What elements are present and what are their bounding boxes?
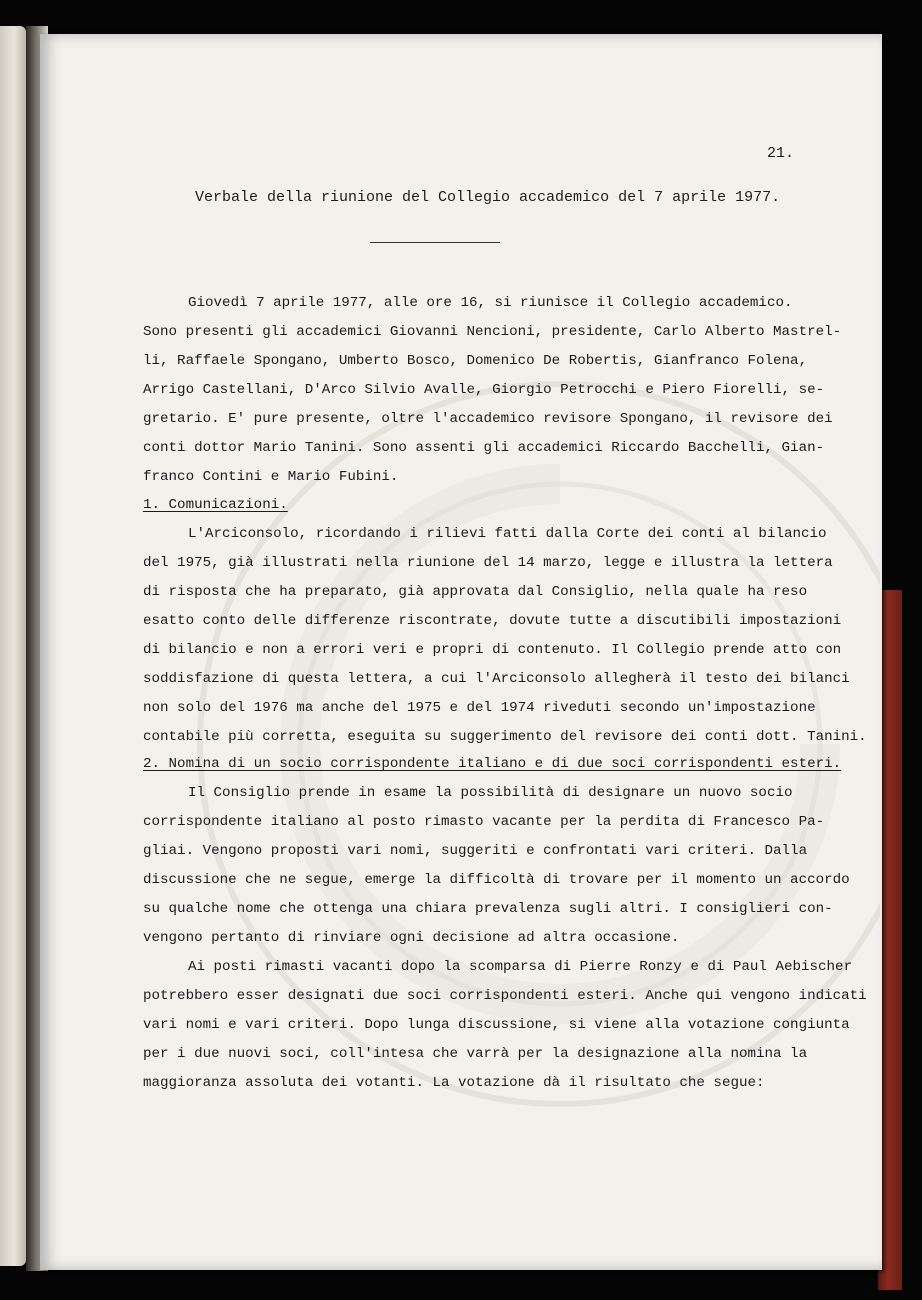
text-line: vari nomi e vari criteri. Dopo lunga discussione, si viene alla votazione congiunta — [143, 1017, 850, 1033]
text-line: gliai. Vengono proposti vari nomi, suggeriti e confrontati vari criteri. Dalla — [143, 843, 808, 859]
text-line: vengono pertanto di rinviare ogni decisione ad altra occasione. — [143, 930, 680, 946]
title-rule — [370, 242, 500, 243]
text-line: maggioranza assoluta dei votanti. La votazione dà il risultato che segue: — [143, 1075, 765, 1091]
section-comunicazioni — [143, 491, 867, 752]
text-line: discussione che ne segue, emerge la difficoltà di trovare per il momento un accordo — [143, 872, 850, 888]
text-line: Ai posti rimasti vacanti dopo la scomparsa di Pierre Ronzy e di Paul Aebischer — [188, 959, 853, 975]
text-line: del 1975, già illustrati nella riunione del 14 marzo, legge e illustra la lettera — [143, 555, 833, 571]
section-nomina — [143, 750, 867, 1098]
intro-paragraph — [143, 289, 842, 492]
text-line: potrebbero esser designati due soci corrispondenti esteri. Anche qui vengono indicati — [143, 988, 867, 1004]
section-heading — [143, 750, 842, 779]
section-heading-text: 1. Comunicazioni. — [143, 497, 288, 513]
text-line: non solo del 1976 ma anche del 1975 e del 1974 riveduti secondo un'impostazione — [143, 700, 816, 716]
text-line: L'Arciconsolo, ricordando i rilievi fatti dalla Corte dei conti al bilancio — [188, 526, 827, 542]
page-number: 21. — [766, 145, 794, 162]
section-heading-text: 2. Nomina di un socio corrispondente italiano e di due soci corrispondenti esteri. — [143, 756, 842, 772]
text-line: su qualche nome che ottenga una chiara prevalenza sugli altri. I consiglieri con- — [143, 901, 833, 917]
text-line: corrispondente italiano al posto rimasto vacante per la perdita di Francesco Pa- — [143, 814, 825, 830]
text-line: Il Consiglio prende in esame la possibilità di designare un nuovo socio — [188, 785, 793, 801]
document-title: Verbale della riunione del Collegio accademico del 7 aprile 1977. — [195, 189, 781, 206]
document-page — [40, 34, 882, 1270]
text-line: franco Contini e Mario Fubini. — [143, 469, 399, 485]
text-line: Giovedì 7 aprile 1977, alle ore 16, si riunisce il Collegio accademico. — [188, 295, 793, 311]
text-line: Arrigo Castellani, D'Arco Silvio Avalle, Giorgio Petrocchi e Piero Fiorelli, se- — [143, 382, 825, 398]
text-line: di risposta che ha preparato, già approvata dal Consiglio, nella quale ha reso — [143, 584, 808, 600]
text-line: conti dottor Mario Tanini. Sono assenti gli accademici Riccardo Bacchelli, Gian- — [143, 440, 825, 456]
section-heading — [143, 491, 803, 520]
text-line: soddisfazione di questa lettera, a cui l'Arciconsolo allegherà il testo dei bilanci — [143, 671, 850, 687]
text-line: gretario. E' pure presente, oltre l'accademico revisore Spongano, il revisore dei — [143, 411, 833, 427]
text-line: esatto conto delle differenze riscontrate, dovute tutte a discutibili impostazioni — [143, 613, 842, 629]
left-page-edge — [0, 26, 26, 1266]
text-line: Sono presenti gli accademici Giovanni Nencioni, presidente, Carlo Alberto Mastrel- — [143, 324, 842, 340]
text-line: di bilancio e non a errori veri e propri di contenuto. Il Collegio prende atto con — [143, 642, 842, 658]
text-line: li, Raffaele Spongano, Umberto Bosco, Domenico De Robertis, Gianfranco Folena, — [143, 353, 808, 369]
text-line: per i due nuovi soci, coll'intesa che varrà per la designazione alla nomina la — [143, 1046, 808, 1062]
text-line: contabile più corretta, eseguita su suggerimento del revisore dei conti dott. Tanini. — [143, 729, 867, 745]
